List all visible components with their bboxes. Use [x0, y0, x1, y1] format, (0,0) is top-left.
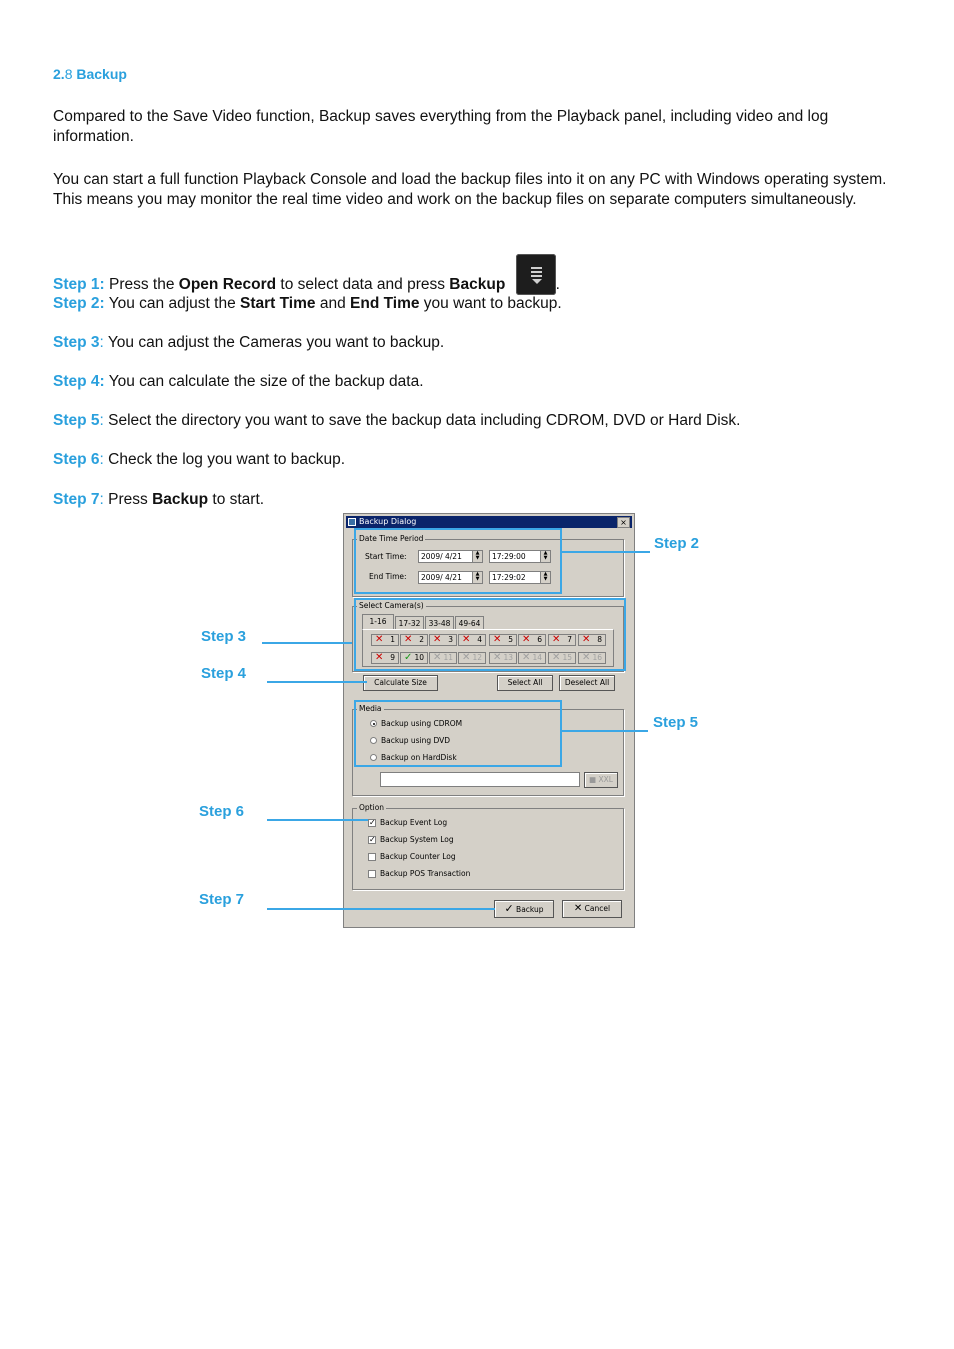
step-6-text: Check the log you want to backup. — [108, 451, 346, 468]
intro-paragraph: Compared to the Save Video function, Backup saves everything from the Playback panel, including video and log information. — [53, 108, 829, 145]
section-heading — [53, 66, 127, 82]
step-1-backup: Backup — [449, 276, 506, 293]
camera-number: 5 — [508, 635, 513, 644]
step-7-backup: Backup — [152, 491, 209, 508]
callout-step-7: Step 7 — [199, 891, 245, 908]
callout-line-step-7 — [267, 908, 495, 910]
camera-number: 10 — [414, 653, 424, 662]
radio-harddisk-label: Backup on HardDisk — [381, 753, 457, 762]
end-time-field[interactable]: 17:29:02 — [489, 571, 541, 584]
camera-off-icon: ✕ — [433, 634, 442, 645]
camera-off-icon: ✕ — [375, 652, 384, 663]
dialog-title: Backup Dialog — [359, 517, 417, 526]
start-time-field[interactable]: 17:29:00 — [489, 550, 541, 563]
step-5-text: Select the directory you want to save the backup data including CDROM, DVD or Hard Disk. — [108, 412, 741, 429]
callout-step-4: Step 4 — [201, 665, 247, 682]
step-7-text-a: Press — [108, 491, 153, 508]
step-4-text: You can calculate the size of the backup data. — [108, 373, 424, 390]
camera-number: 9 — [390, 653, 395, 662]
step-6-label: Step 6 — [53, 451, 100, 468]
end-date-field[interactable]: 2009/ 4/21 — [418, 571, 473, 584]
system-log-checkbox[interactable]: ✓ — [369, 835, 376, 844]
cancel-button[interactable] — [562, 900, 622, 918]
step-4 — [53, 372, 424, 392]
radio-cdrom-label: Backup using CDROM — [381, 719, 463, 728]
step-6 — [53, 450, 345, 470]
step-3-label: Step 3 — [53, 334, 100, 351]
camera-off-icon: ✕ — [493, 652, 502, 663]
counter-log-checkbox[interactable] — [368, 853, 376, 861]
start-date-spinner[interactable]: ▲ ▼ — [472, 550, 483, 563]
folder-icon: ■ — [589, 775, 597, 784]
callout-line-step-4 — [267, 681, 367, 683]
step-4-label: Step 4: — [53, 373, 105, 390]
backup-icon — [516, 254, 556, 295]
section-number-major: 2. — [53, 66, 65, 82]
callout-line-step-6 — [267, 819, 368, 821]
step-6-sep: : — [99, 451, 104, 468]
step-1-text-b: to select data and press — [276, 276, 450, 293]
close-icon[interactable]: × — [617, 517, 630, 528]
camera-on-icon: ✓ — [404, 652, 413, 663]
callout-step-3: Step 3 — [201, 628, 247, 645]
camera-off-icon: ✕ — [582, 634, 591, 645]
highlight-media — [354, 700, 562, 767]
camera-off-icon: ✕ — [375, 634, 384, 645]
select-all-button[interactable]: Select All — [497, 675, 553, 691]
calculate-size-button[interactable]: Calculate Size — [363, 675, 438, 691]
camera-off-icon: ✕ — [552, 652, 561, 663]
system-log-label: Backup System Log — [380, 835, 454, 844]
section-number-minor: 8 — [64, 66, 73, 82]
date-time-group-label: Date Time Period — [359, 534, 424, 543]
camera-off-icon: ✕ — [552, 634, 561, 645]
tab-17-32[interactable]: 17-32 — [395, 616, 424, 629]
highlight-date-time — [354, 528, 562, 594]
camera-number: 6 — [537, 635, 542, 644]
tab-33-48[interactable]: 33-48 — [425, 616, 454, 629]
step-5 — [53, 411, 740, 431]
playback-paragraph: You can start a full function Playback Console and load the backup files into it on any PC with Windows operating system. This means you may monitor the real time video and work on the backup files on separate computers simultaneously. — [53, 171, 887, 208]
section-title: Backup — [76, 66, 127, 82]
highlight-cameras — [354, 598, 626, 671]
camera-off-icon: ✕ — [522, 652, 531, 663]
dialog-app-icon — [348, 518, 356, 526]
camera-number: 2 — [419, 635, 424, 644]
end-time-spinner[interactable]: ▲ ▼ — [540, 571, 551, 584]
browse-label: XXL — [598, 775, 613, 784]
step-2-text-a: You can adjust the — [108, 295, 240, 312]
camera-off-icon: ✕ — [522, 634, 531, 645]
dialog-titlebar — [346, 516, 632, 528]
backup-button-label: Backup — [516, 905, 544, 914]
step-3 — [53, 333, 444, 353]
camera-off-icon: ✕ — [493, 634, 502, 645]
step-2-start-time: Start Time — [240, 295, 316, 312]
pos-transaction-checkbox[interactable] — [368, 870, 376, 878]
start-time-spinner[interactable]: ▲ ▼ — [540, 550, 551, 563]
step-7-label: Step 7 — [53, 491, 100, 508]
step-2-text-c: you want to backup. — [419, 295, 562, 312]
camera-number: 8 — [597, 635, 602, 644]
event-log-checkbox[interactable]: ✓ — [369, 818, 376, 827]
camera-number: 16 — [592, 653, 602, 662]
step-3-sep: : — [99, 334, 104, 351]
camera-group-label: Select Camera(s) — [359, 601, 424, 610]
step-7-text-b: to start. — [208, 491, 265, 508]
step-2 — [53, 294, 562, 314]
pos-transaction-label: Backup POS Transaction — [380, 869, 471, 878]
radio-dvd-label: Backup using DVD — [381, 736, 451, 745]
option-group-label: Option — [359, 803, 385, 812]
callout-line-step-3 — [262, 642, 352, 644]
step-7-sep: : — [99, 491, 104, 508]
step-1-open-record: Open Record — [178, 276, 277, 293]
step-2-end-time: End Time — [350, 295, 420, 312]
camera-number: 3 — [448, 635, 453, 644]
browse-folder-button[interactable] — [584, 772, 618, 788]
step-1-label: Step 1: — [53, 276, 105, 293]
step-1-period: . — [555, 276, 560, 293]
callout-step-5: Step 5 — [653, 714, 699, 731]
cancel-button-label: Cancel — [584, 904, 611, 913]
callout-step-2: Step 2 — [654, 535, 700, 552]
start-time-label: Start Time: — [365, 552, 407, 561]
tab-1-16[interactable]: 1-16 — [362, 614, 394, 629]
camera-off-icon: ✕ — [433, 652, 442, 663]
backup-button[interactable] — [494, 900, 554, 918]
tab-49-64[interactable]: 49-64 — [455, 616, 484, 629]
media-group-label: Media — [359, 704, 382, 713]
step-7 — [53, 490, 264, 510]
step-5-label: Step 5 — [53, 412, 100, 429]
deselect-all-button[interactable]: Deselect All — [559, 675, 615, 691]
event-log-label: Backup Event Log — [380, 818, 448, 827]
backup-path-field[interactable] — [380, 772, 580, 787]
camera-off-icon: ✕ — [462, 652, 471, 663]
step-2-text-b: and — [315, 295, 351, 312]
start-date-field[interactable]: 2009/ 4/21 — [418, 550, 473, 563]
end-date-spinner[interactable]: ▲ ▼ — [472, 571, 483, 584]
camera-number: 15 — [562, 653, 572, 662]
camera-number: 4 — [477, 635, 482, 644]
callout-line-step-5 — [562, 730, 648, 732]
camera-off-icon: ✕ — [462, 634, 471, 645]
camera-number: 12 — [472, 653, 482, 662]
check-icon: ✓ — [504, 902, 514, 915]
camera-off-icon: ✕ — [404, 634, 413, 645]
camera-off-icon: ✕ — [582, 652, 591, 663]
step-5-sep: : — [99, 412, 104, 429]
camera-number: 14 — [532, 653, 542, 662]
callout-step-6: Step 6 — [199, 803, 245, 820]
step-1-text-a: Press the — [109, 276, 179, 293]
camera-number: 13 — [503, 653, 513, 662]
camera-number: 11 — [443, 653, 453, 662]
step-2-label: Step 2: — [53, 295, 105, 312]
step-3-text: You can adjust the Cameras you want to backup. — [107, 334, 445, 351]
callout-line-step-2 — [562, 551, 650, 553]
step-1 — [53, 254, 560, 295]
counter-log-label: Backup Counter Log — [380, 852, 456, 861]
x-icon: ✕ — [573, 903, 583, 914]
camera-number: 7 — [567, 635, 572, 644]
camera-number: 1 — [390, 635, 395, 644]
end-time-label: End Time: — [369, 572, 407, 581]
